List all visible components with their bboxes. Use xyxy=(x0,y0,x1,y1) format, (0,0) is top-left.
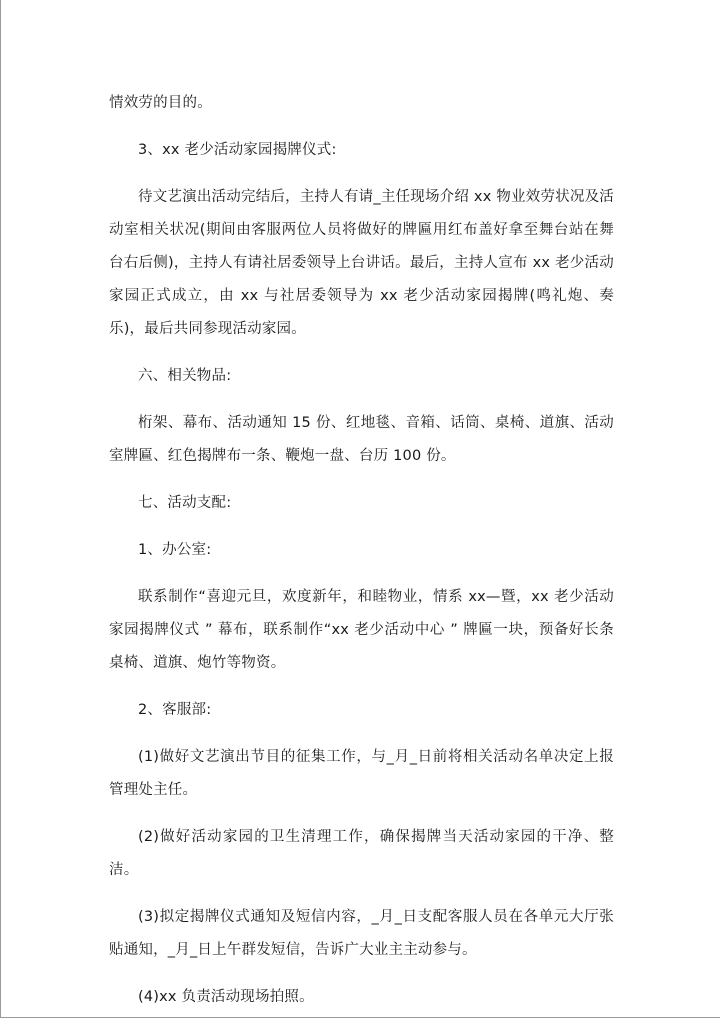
paragraph-items-list: 桁架、幕布、活动通知 15 份、红地毯、音箱、话筒、桌椅、道旗、活动室牌匾、红色揭牌布一条、鞭炮一盘、台历 100 份。 xyxy=(109,415,614,464)
heading-customer-service: 2、客服部: xyxy=(138,702,212,718)
page-border-left xyxy=(0,0,1,1018)
list-item: (2)做好活动家园的卫生清理工作，确保揭牌当天活动家园的干净、整洁。 xyxy=(109,829,614,878)
paragraph-continuation: 情效劳的目的。 xyxy=(109,95,212,111)
heading-office: 1、办公室: xyxy=(138,542,212,558)
heading-unveiling-ceremony: 3、xx 老少活动家园揭牌仪式: xyxy=(138,142,337,158)
list-item: (4)xx 负责活动现场拍照。 xyxy=(138,989,314,1005)
list-item: (1)做好文艺演出节目的征集工作，与_月_日前将相关活动名单决定上报管理处主任。 xyxy=(109,749,614,798)
paragraph-office-tasks: 联系制作“喜迎元旦，欢度新年，和睦物业，情系 xx—暨，xx 老少活动家园揭牌仪式 ” 幕布，联系制作“xx 老少活动中心 ” 牌匾一块，预备好长条桌椅、道旗、炮竹等物资。 xyxy=(109,589,614,671)
paragraph-ceremony-procedure: 待文艺演出活动完结后，主持人有请_主任现场介绍 xx 物业效劳状况及活动室相关状况(期间由客服两位人员将做好的牌匾用红布盖好拿至舞台站在舞台右后侧)，主持人有请社居委领导上台讲话。最后，主持人宣布 xx 老少活动家园正式成立，由 xx 与社居委领导为 xx 老少活动家园揭牌(鸣礼炮、奏乐)，最后共同参现活动家园。 xyxy=(109,189,614,337)
list-item: (3)拟定揭牌仪式通知及短信内容，_月_日支配客服人员在各单元大厅张贴通知，_月_日上午群发短信，告诉广大业主主动参与。 xyxy=(109,909,614,958)
document-body xyxy=(109,87,614,1028)
heading-related-items: 六、相关物品: xyxy=(138,368,232,384)
heading-activity-arrangement: 七、活动支配: xyxy=(138,495,232,511)
